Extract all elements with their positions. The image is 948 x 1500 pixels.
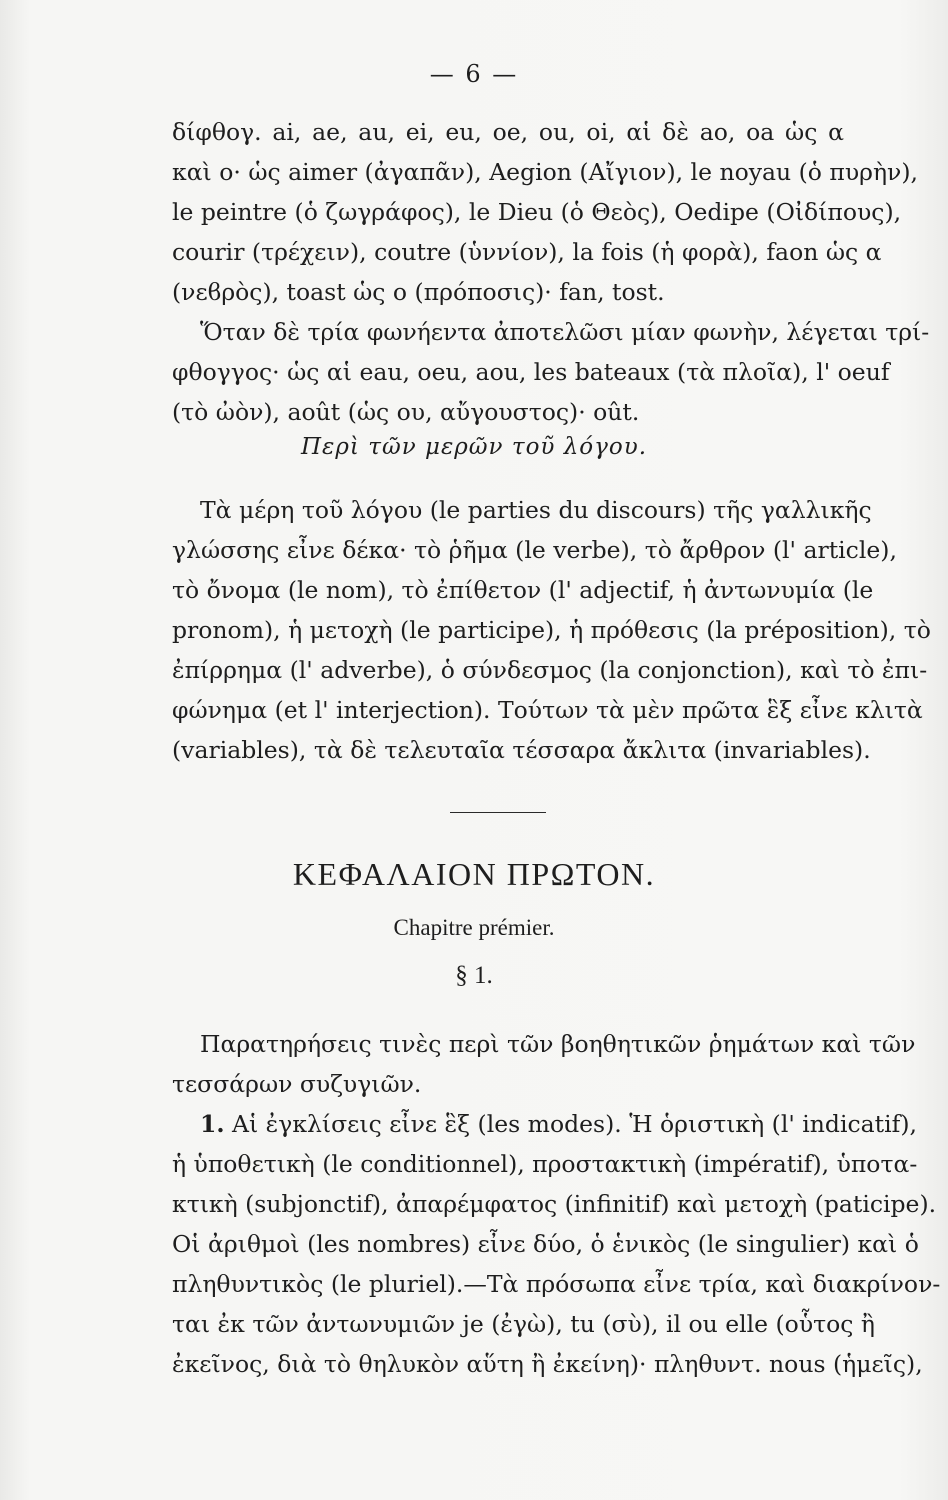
parts-of-speech-paragraph [172,490,931,770]
text-line: κτικὴ (subjonctif), ἀπαρέμφατος (infinitif) καὶ μετοχὴ (paticipe). [172,1190,937,1218]
text-line: φθογγος· ὡς αἱ eau, oeu, aou, les bateaux (τὰ πλοῖα), l' oeuf [172,358,890,386]
section-heading: Περὶ τῶν μερῶν τοῦ λόγου. [300,434,648,460]
text-line: καὶ ο· ὡς aimer (ἀγαπᾶν), Aegion (Αἴγιον), le noyau (ὁ πυρὴν), [172,158,918,186]
text-line: pronom), ἡ μετοχὴ (le participe), ἡ πρόθεσις (la préposition), τὸ [172,616,931,644]
text-line: le peintre (ὁ ζωγράφος), le Dieu (ὁ Θεὸς), Oedipe (Οἰδίπους), [172,198,902,226]
text-line: (νεϐρὸς), toast ὡς ο (πρόποσις)· fan, tost. [172,278,665,306]
text-line: πληθυντικὸς (le pluriel).—Τὰ πρόσωπα εἶνε τρία, καὶ διακρίνον- [172,1270,941,1298]
text-line: Ὅταν δὲ τρία φωνήεντα ἀποτελῶσι μίαν φωνὴν, λέγεται τρί- [200,318,930,346]
text-line: δίφθογ. ai, ae, au, ei, eu, oe, ou, oi, αἱ δὲ ao, oa ὡς α [172,118,844,146]
text-line: courir (τρέχειν), coutre (ὑννίον), la fois (ἡ φορὰ), faon ὡς α [172,238,882,266]
text-line: ἡ ὑποθετικὴ (le conditionnel), προστακτικὴ (impératif), ὑποτα- [172,1150,918,1178]
text-line: τὸ ὄνομα (le nom), τὸ ἐπίθετον (l' adjectif, ἡ ἀντωνυμία (le [172,576,874,604]
page-number: — 6 — [429,60,519,88]
chapter-subtitle: Chapitre prémier. [393,915,555,940]
divider-rule [450,812,546,813]
text-line: γλώσσης εἶνε δέκα· τὸ ῥῆμα (le verbe), τὸ ἄρθρον (l' article), [172,536,897,564]
text-line: Οἱ ἀριθμοὶ (les nombres) εἶνε δύο, ὁ ἑνικὸς (le singulier) καὶ ὁ [172,1230,919,1258]
text-line: ἐκεῖνος, διὰ τὸ θηλυκὸν αὕτη ἢ ἐκείνη)· πληθυντ. nous (ἡμεῖς), [172,1350,923,1378]
text-line: ἐπίρρημα (l' adverbe), ὁ σύνδεσμος (la conjonction), καὶ τὸ ἐπι- [172,656,928,684]
text-line: φώνημα (et l' interjection). Τούτων τὰ μὲν πρῶτα ἓξ εἶνε κλιτὰ [172,696,923,724]
text-line: ται ἐκ τῶν ἀντωνυμιῶν je (ἐγὼ), tu (σὺ), il ou elle (οὗτος ἢ [172,1310,875,1338]
intro-paragraph [172,112,930,432]
text-line: Τὰ μέρη τοῦ λόγου (le parties du discours) τῆς γαλλικῆς [200,496,872,524]
chapter-title: ΚΕΦΑΛΑΙΟΝ ΠΡΩΤΟΝ. [292,856,656,892]
numbered-line [172,1104,917,1144]
text-line: Παρατηρήσεις τινὲς περὶ τῶν βοηθητικῶν ῥημάτων καὶ τῶν [200,1030,916,1058]
item-number: 1. [200,1110,225,1138]
chapter-body [172,1024,941,1384]
text-line: (τὸ ὠὸν), août (ὡς ου, αὔγουστος)· oût. [172,398,640,426]
text-line: (variables), τὰ δὲ τελευταῖα τέσσαρα ἄκλιτα (invariables). [172,736,871,764]
text-line: τεσσάρων συζυγιῶν. [172,1070,422,1098]
text-line: Αἱ ἐγκλίσεις εἶνε ἓξ (les modes). Ἡ ὁριστικὴ (l' indicatif), [232,1110,917,1138]
paragraph-number: § 1. [455,962,493,989]
